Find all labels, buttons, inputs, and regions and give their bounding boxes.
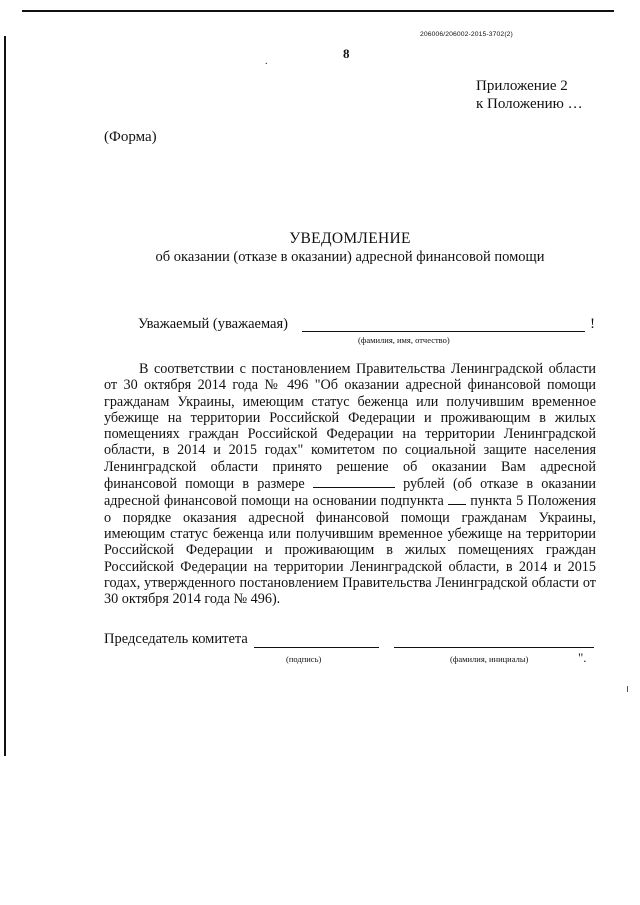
signature-blank — [254, 647, 379, 648]
recipient-name-hint: (фамилия, имя, отчество) — [358, 335, 450, 345]
left-border-line — [4, 36, 6, 756]
subparagraph-blank — [448, 492, 466, 505]
body-part-1: В соответствии с постановлением Правительства Ленинградской области от 30 октября 2014 года № 496 "Об оказании адресной финансовой помощи гражданам Украины, имеющим статус беженца или получившим временное убежище на территории Российской Федерации и проживающим в жилых помещениях граждан Российской Федерации на территории Ленинградской области, в 2014 и 2015 годах" комитетом по социальной защите населения Ленинградской области принято решение об оказании Вам адресной финансовой помощи в размере — [104, 361, 596, 493]
greeting-label: Уважаемый (уважаемая) — [138, 316, 288, 332]
amount-blank — [313, 475, 395, 488]
recipient-name-blank — [302, 331, 585, 332]
appendix-note — [476, 77, 583, 113]
chairman-label: Председатель комитета — [104, 631, 248, 647]
document-title: УВЕДОМЛЕНИЕ — [289, 230, 411, 247]
greeting-exclamation: ! — [590, 316, 595, 332]
form-label: (Форма) — [104, 129, 157, 145]
signature-hint: (подпись) — [286, 654, 322, 664]
document-code: 206006/206002-2015-3702(2) — [420, 31, 513, 38]
stray-dot: . — [265, 56, 268, 67]
chairman-name-hint: (фамилия, инициалы) — [450, 654, 529, 664]
body-part-2: рублей (об отказе в оказании адресной финансовой помощи на основании подпункта — [104, 476, 597, 510]
right-margin-mark — [627, 686, 628, 692]
notice-body — [104, 361, 596, 607]
page-number: 8 — [343, 46, 350, 61]
chairman-name-blank — [394, 647, 594, 648]
body-part-3: пункта 5 Положения о порядке оказания адресной финансовой помощи гражданам Украины, имеющим статус беженца или получившим временное убежище на территории Российской Федерации и проживающим в жилых помещениях граждан Российской Федерации на территории Ленинградской области, в 2014 и 2015 годах, утвержденного постановлением Правительства Ленинградской области от 30 октября 2014 года № 496). — [104, 493, 596, 608]
top-border-line — [22, 10, 614, 12]
document-subtitle: об оказании (отказе в оказании) адресной финансовой помощи — [155, 249, 545, 265]
appendix-line-1: Приложение 2 — [476, 78, 568, 94]
closing-quote: ". — [578, 650, 587, 665]
appendix-line-2: к Положению … — [476, 96, 583, 112]
